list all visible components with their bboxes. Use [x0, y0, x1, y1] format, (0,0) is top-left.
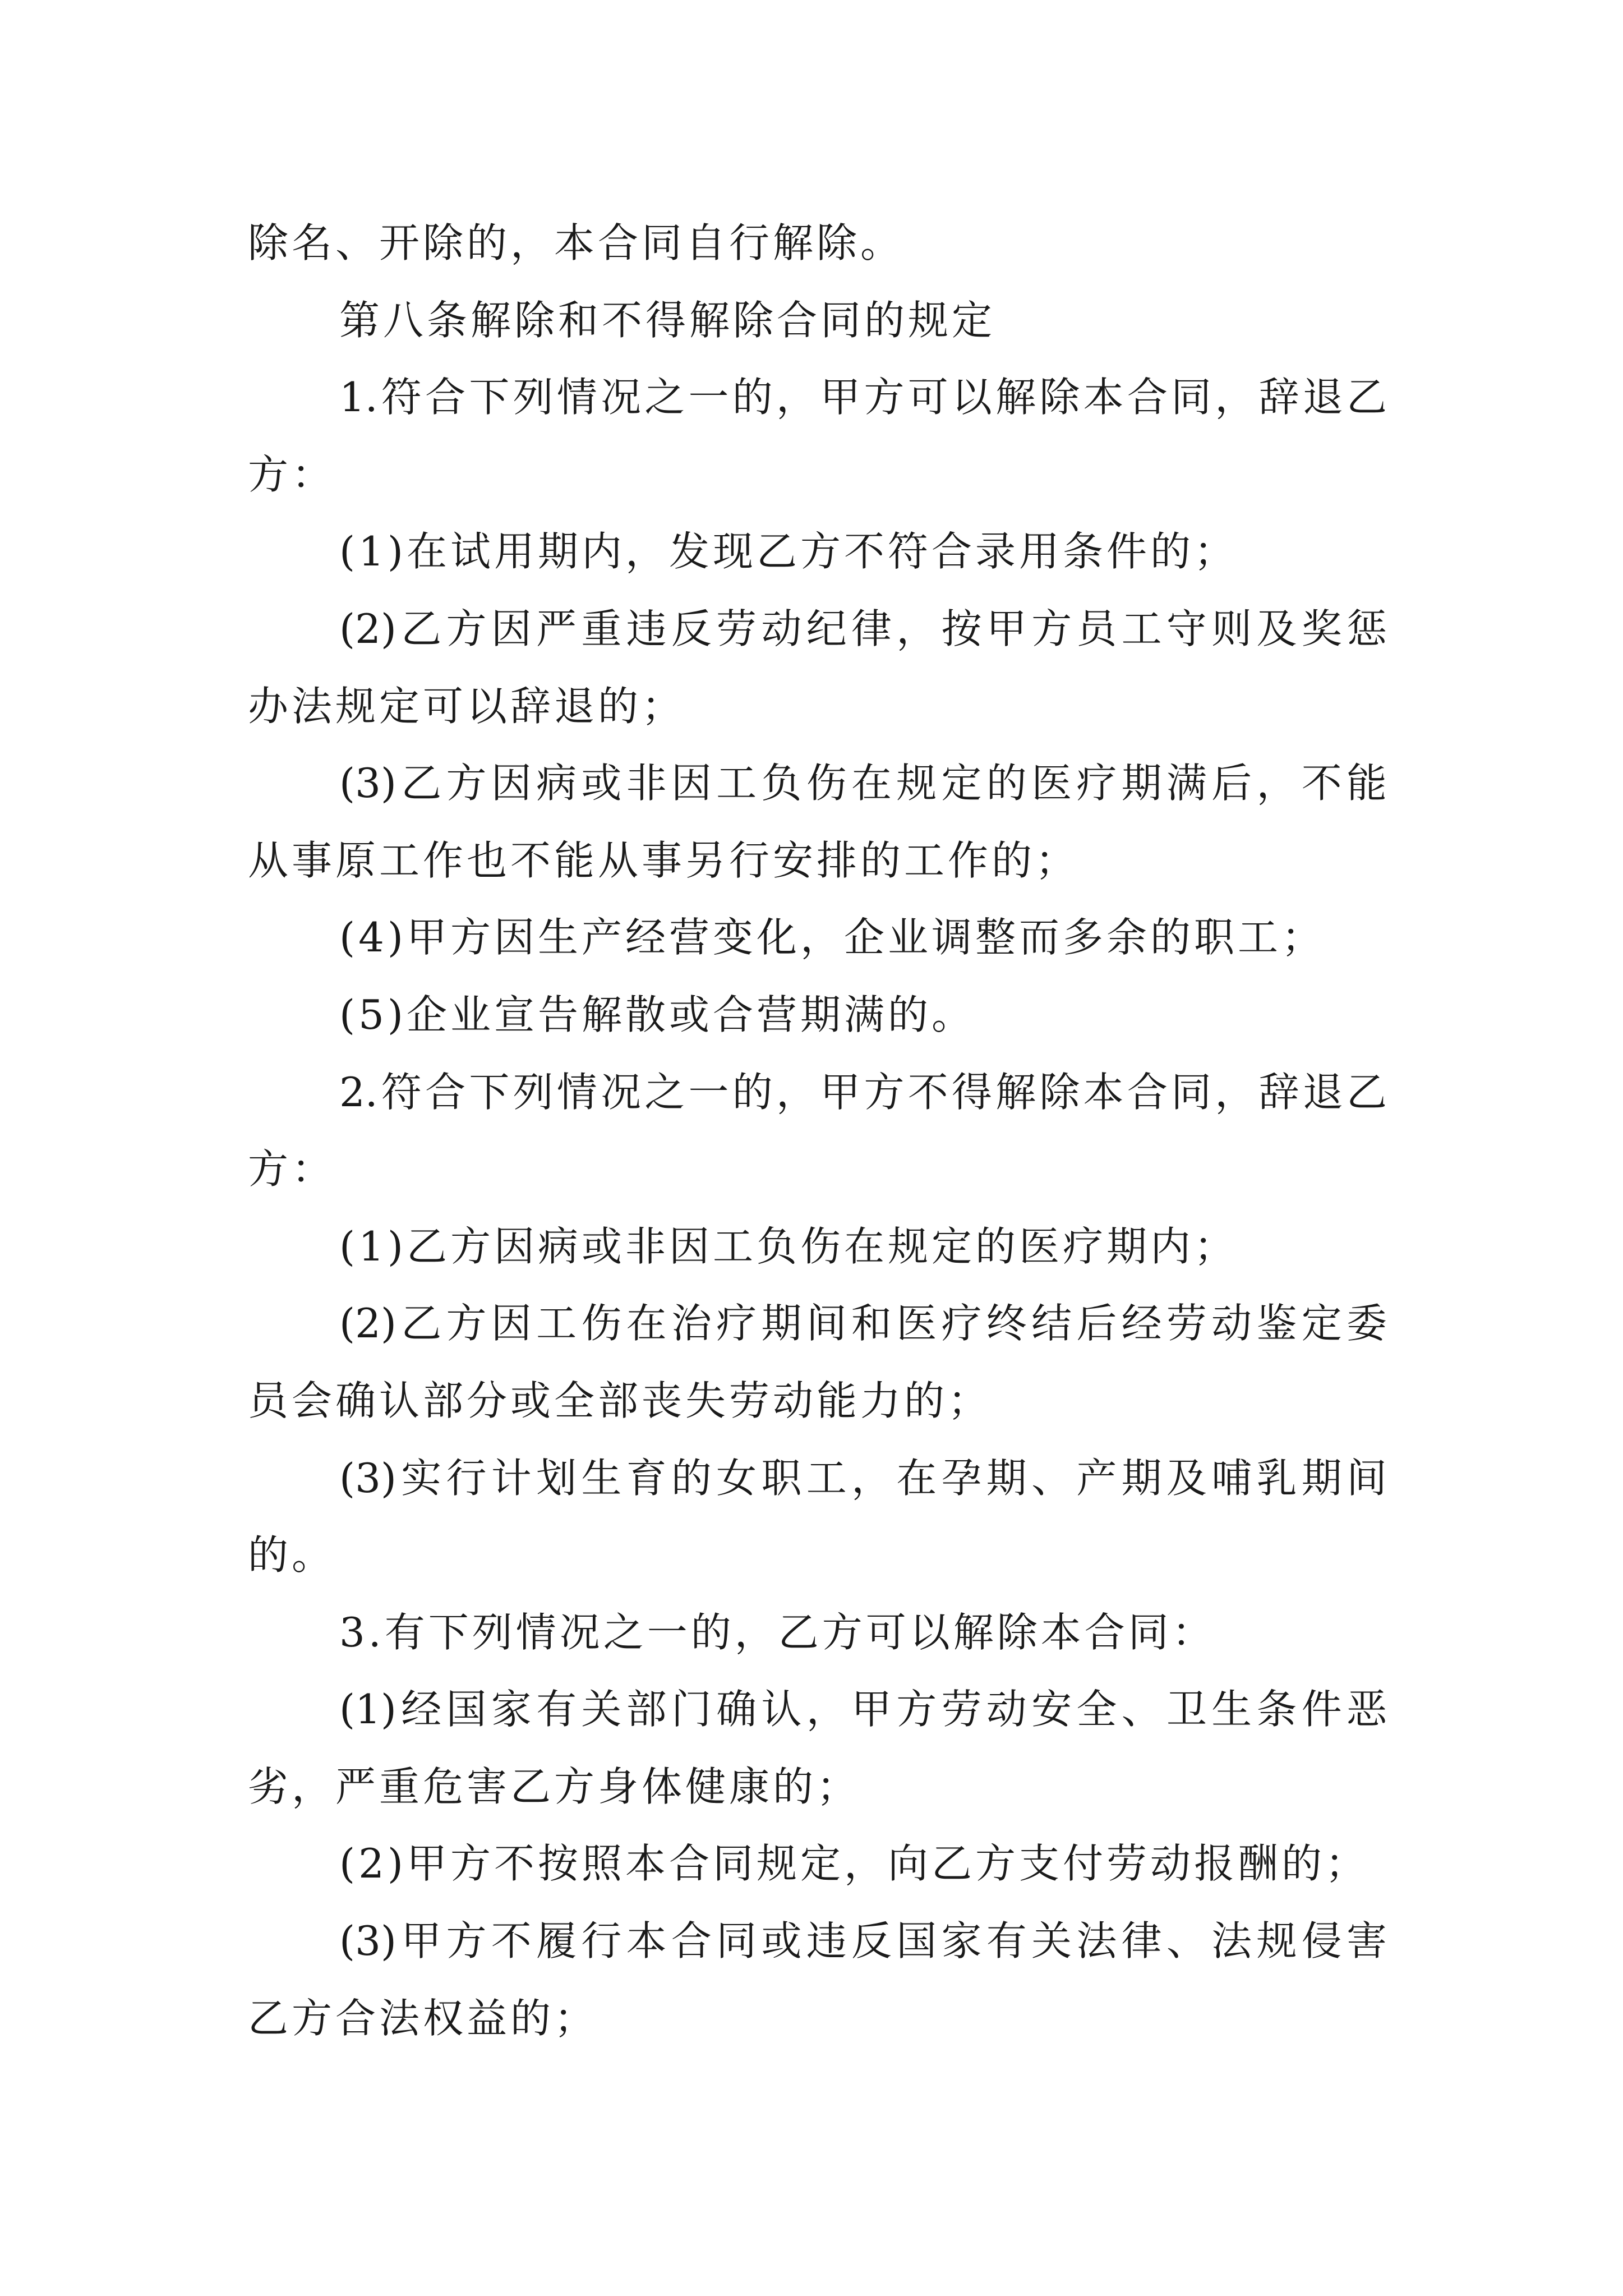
- text-line: 方：: [248, 450, 336, 498]
- text-line: 的。: [248, 1531, 336, 1579]
- text-line: 员会确认部分或全部丧失劳动能力的；: [248, 1377, 992, 1424]
- text-line: 办法规定可以辞退的；: [248, 682, 686, 730]
- text-line: (3)甲方不履行本合同或违反国家有关法律、法规侵害: [339, 1917, 1387, 1965]
- text-line: (3)乙方因病或非因工负伤在规定的医疗期满后，不能: [339, 760, 1387, 807]
- text-line: (1)经国家有关部门确认，甲方劳动安全、卫生条件恶: [339, 1686, 1387, 1733]
- text-line: 方：: [248, 1145, 336, 1193]
- text-line: 3.有下列情况之一的，乙方可以解除本合同：: [339, 1608, 1216, 1656]
- text-line: 乙方合法权益的；: [248, 1994, 598, 2042]
- text-line: 1.符合下列情况之一的，甲方可以解除本合同，辞退乙: [339, 374, 1387, 421]
- text-line: (4)甲方因生产经营变化，企业调整而多余的职工；: [339, 914, 1325, 961]
- text-line: 劣，严重危害乙方身体健康的；: [248, 1763, 861, 1810]
- article-heading: 第八条解除和不得解除合同的规定: [339, 296, 996, 344]
- text-line: (2)乙方因严重违反劳动纪律，按甲方员工守则及奖惩: [339, 605, 1387, 652]
- text-line: 从事原工作也不能从事另行安排的工作的；: [248, 836, 1080, 884]
- document-body: [248, 205, 1387, 2057]
- text-line: 2.符合下列情况之一的，甲方不得解除本合同，辞退乙: [339, 1068, 1387, 1116]
- text-line: (1)在试用期内，发现乙方不符合录用条件的；: [339, 528, 1238, 576]
- text-line: (2)乙方因工伤在治疗期间和医疗终结后经劳动鉴定委: [339, 1300, 1387, 1347]
- text-line: 除名、开除的，本合同自行解除。: [248, 219, 905, 266]
- text-line: (3)实行计划生育的女职工，在孕期、产期及哺乳期间: [339, 1454, 1387, 1502]
- text-line: (1)乙方因病或非因工负伤在规定的医疗期内；: [339, 1222, 1238, 1270]
- text-line: (2)甲方不按照本合同规定，向乙方支付劳动报酬的；: [339, 1840, 1369, 1888]
- text-line: (5)企业宣告解散或合营期满的。: [339, 991, 975, 1038]
